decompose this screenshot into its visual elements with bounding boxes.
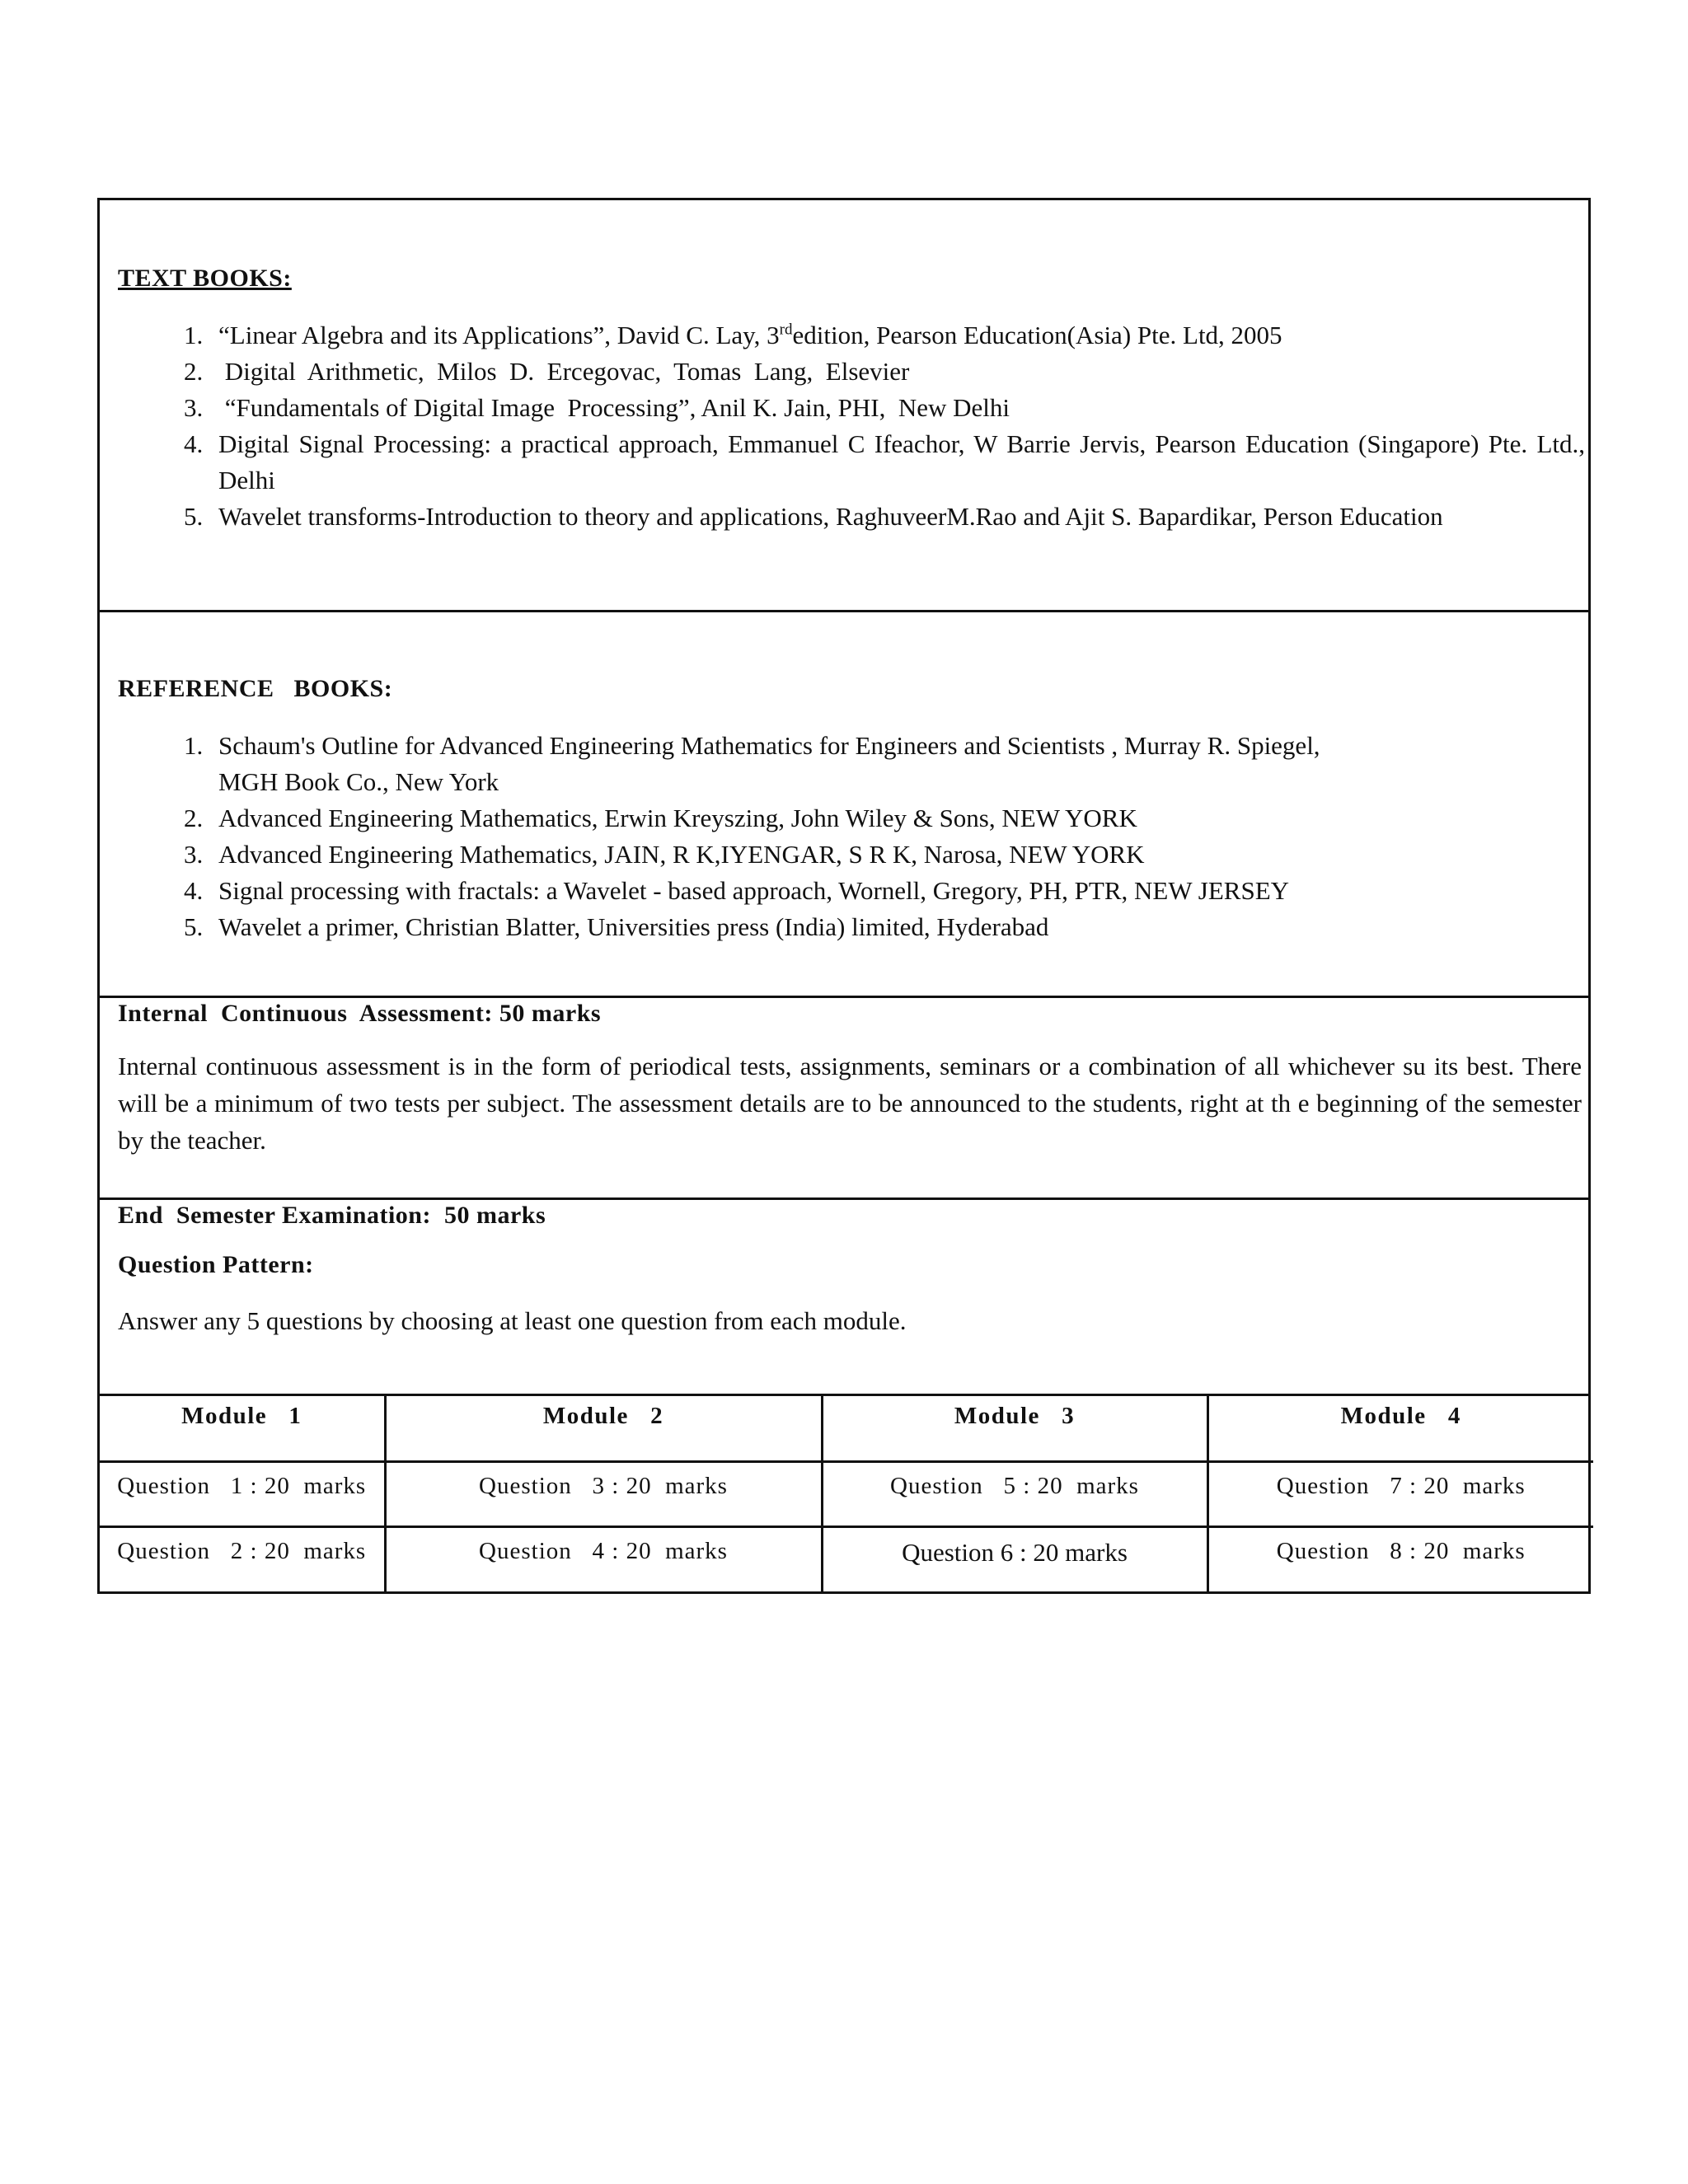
- list-item: 2. Digital Arithmetic, Milos D. Ercegovac, Tomas Lang, Elsevier: [184, 357, 910, 386]
- reference-book-1-line2: MGH Book Co., New York: [218, 767, 499, 796]
- end-semester-section: [100, 1200, 1588, 1396]
- reference-book-2: Advanced Engineering Mathematics, Erwin Kreyszing, John Wiley & Sons, NEW YORK: [218, 804, 1137, 832]
- list-item: 2. Advanced Engineering Mathematics, Erwin Kreyszing, John Wiley & Sons, NEW YORK: [184, 804, 1137, 832]
- table-cell: Question 3 : 20 marks: [385, 1461, 822, 1526]
- question-pattern-heading: Question Pattern:: [118, 1251, 314, 1278]
- list-item: 3. Advanced Engineering Mathematics, JAIN, R K,IYENGAR, S R K, Narosa, NEW YORK: [184, 840, 1145, 869]
- list-item: 3. “Fundamentals of Digital Image Processing”, Anil K. Jain, PHI, New Delhi: [184, 393, 1010, 422]
- list-item: 5. Wavelet a primer, Christian Blatter, Universities press (India) limited, Hyderabad: [184, 912, 1049, 941]
- question-pattern-instruction: Answer any 5 questions by choosing at least one question from each module.: [118, 1306, 907, 1335]
- syllabus-frame: [97, 198, 1591, 1594]
- table-cell: Question 2 : 20 marks: [100, 1526, 385, 1591]
- table-row: [100, 1526, 1593, 1591]
- internal-assessment-body: Internal continuous assessment is in the form of periodical tests, assignments, seminars or a combination of all whichever su its best. There will be a minimum of two tests per subject. The assessment details are to be announced to the students, right at th e beginning of the semester by the teacher.: [118, 1052, 1582, 1155]
- table-header-row: [100, 1396, 1593, 1461]
- reference-books-heading: REFERENCE BOOKS:: [118, 675, 393, 702]
- internal-assessment-section: [100, 998, 1588, 1200]
- reference-book-5: Wavelet a primer, Christian Blatter, Universities press (India) limited, Hyderabad: [218, 912, 1049, 941]
- modules-table: [100, 1396, 1593, 1591]
- reference-book-1-line1: Schaum's Outline for Advanced Engineering Mathematics for Engineers and Scientists , Murray R. Spiegel,: [218, 731, 1320, 760]
- list-item: 5. Wavelet transforms-Introduction to theory and applications, RaghuveerM.Rao and Ajit S. Bapardikar, Person Education: [184, 502, 1443, 531]
- internal-assessment-heading: Internal Continuous Assessment: 50 marks: [118, 1000, 602, 1027]
- text-books-section: [100, 200, 1588, 612]
- text-book-3: “Fundamentals of Digital Image Processing”, Anil K. Jain, PHI, New Delhi: [218, 393, 1010, 422]
- reference-books-section: [100, 612, 1588, 998]
- text-book-1: “Linear Algebra and its Applications”, David C. Lay, 3rdedition, Pearson Education(Asia) Pte. Ltd, 2005: [218, 321, 1282, 349]
- module-4-header: Module 4: [1207, 1396, 1593, 1461]
- module-2-header: Module 2: [385, 1396, 822, 1461]
- table-row: [100, 1461, 1593, 1526]
- table-cell: Question 4 : 20 marks: [385, 1526, 822, 1591]
- list-item: 1. “Linear Algebra and its Applications”, David C. Lay, 3rdedition, Pearson Education(Asia) Pte. Ltd, 2005: [184, 321, 1282, 349]
- text-books-heading: TEXT BOOKS:: [118, 265, 292, 292]
- text-book-5: Wavelet transforms-Introduction to theory and applications, RaghuveerM.Rao and Ajit S. Bapardikar, Person Education: [218, 502, 1443, 531]
- reference-book-4: Signal processing with fractals: a Wavelet - based approach, Wornell, Gregory, PH, PTR, NEW JERSEY: [218, 876, 1290, 905]
- module-1-header: Module 1: [100, 1396, 385, 1461]
- list-item: 1. Schaum's Outline for Advanced Engineering Mathematics for Engineers and Scientists , Murray R. Spiegel, MGH Book Co., New York: [184, 731, 1320, 796]
- list-item: 4. Digital Signal Processing: a practical approach, Emmanuel C Ifeachor, W Barrie Jervis, Pearson Education (Singapore) Pte. Ltd., Delhi: [184, 429, 1585, 494]
- table-cell: Question 7 : 20 marks: [1207, 1461, 1593, 1526]
- text-book-4: Digital Signal Processing: a practical approach, Emmanuel C Ifeachor, W Barrie Jervis, Pearson Education (Singapore) Pte. Ltd., Delhi: [218, 429, 1585, 494]
- end-semester-heading: End Semester Examination: 50 marks: [118, 1202, 546, 1229]
- reference-book-3: Advanced Engineering Mathematics, JAIN, R K,IYENGAR, S R K, Narosa, NEW YORK: [218, 840, 1145, 869]
- text-books-list: [118, 317, 1585, 535]
- text-book-2: Digital Arithmetic, Milos D. Ercegovac, Tomas Lang, Elsevier: [218, 357, 910, 386]
- table-cell: Question 1 : 20 marks: [100, 1461, 385, 1526]
- list-item: 4. Signal processing with fractals: a Wavelet - based approach, Wornell, Gregory, PH, PTR, NEW JERSEY: [184, 876, 1290, 905]
- module-3-header: Module 3: [822, 1396, 1207, 1461]
- table-cell: Question 6 : 20 marks: [822, 1526, 1207, 1591]
- reference-books-list: [118, 728, 1585, 945]
- table-cell: Question 5 : 20 marks: [822, 1461, 1207, 1526]
- table-cell: Question 8 : 20 marks: [1276, 1537, 1526, 1564]
